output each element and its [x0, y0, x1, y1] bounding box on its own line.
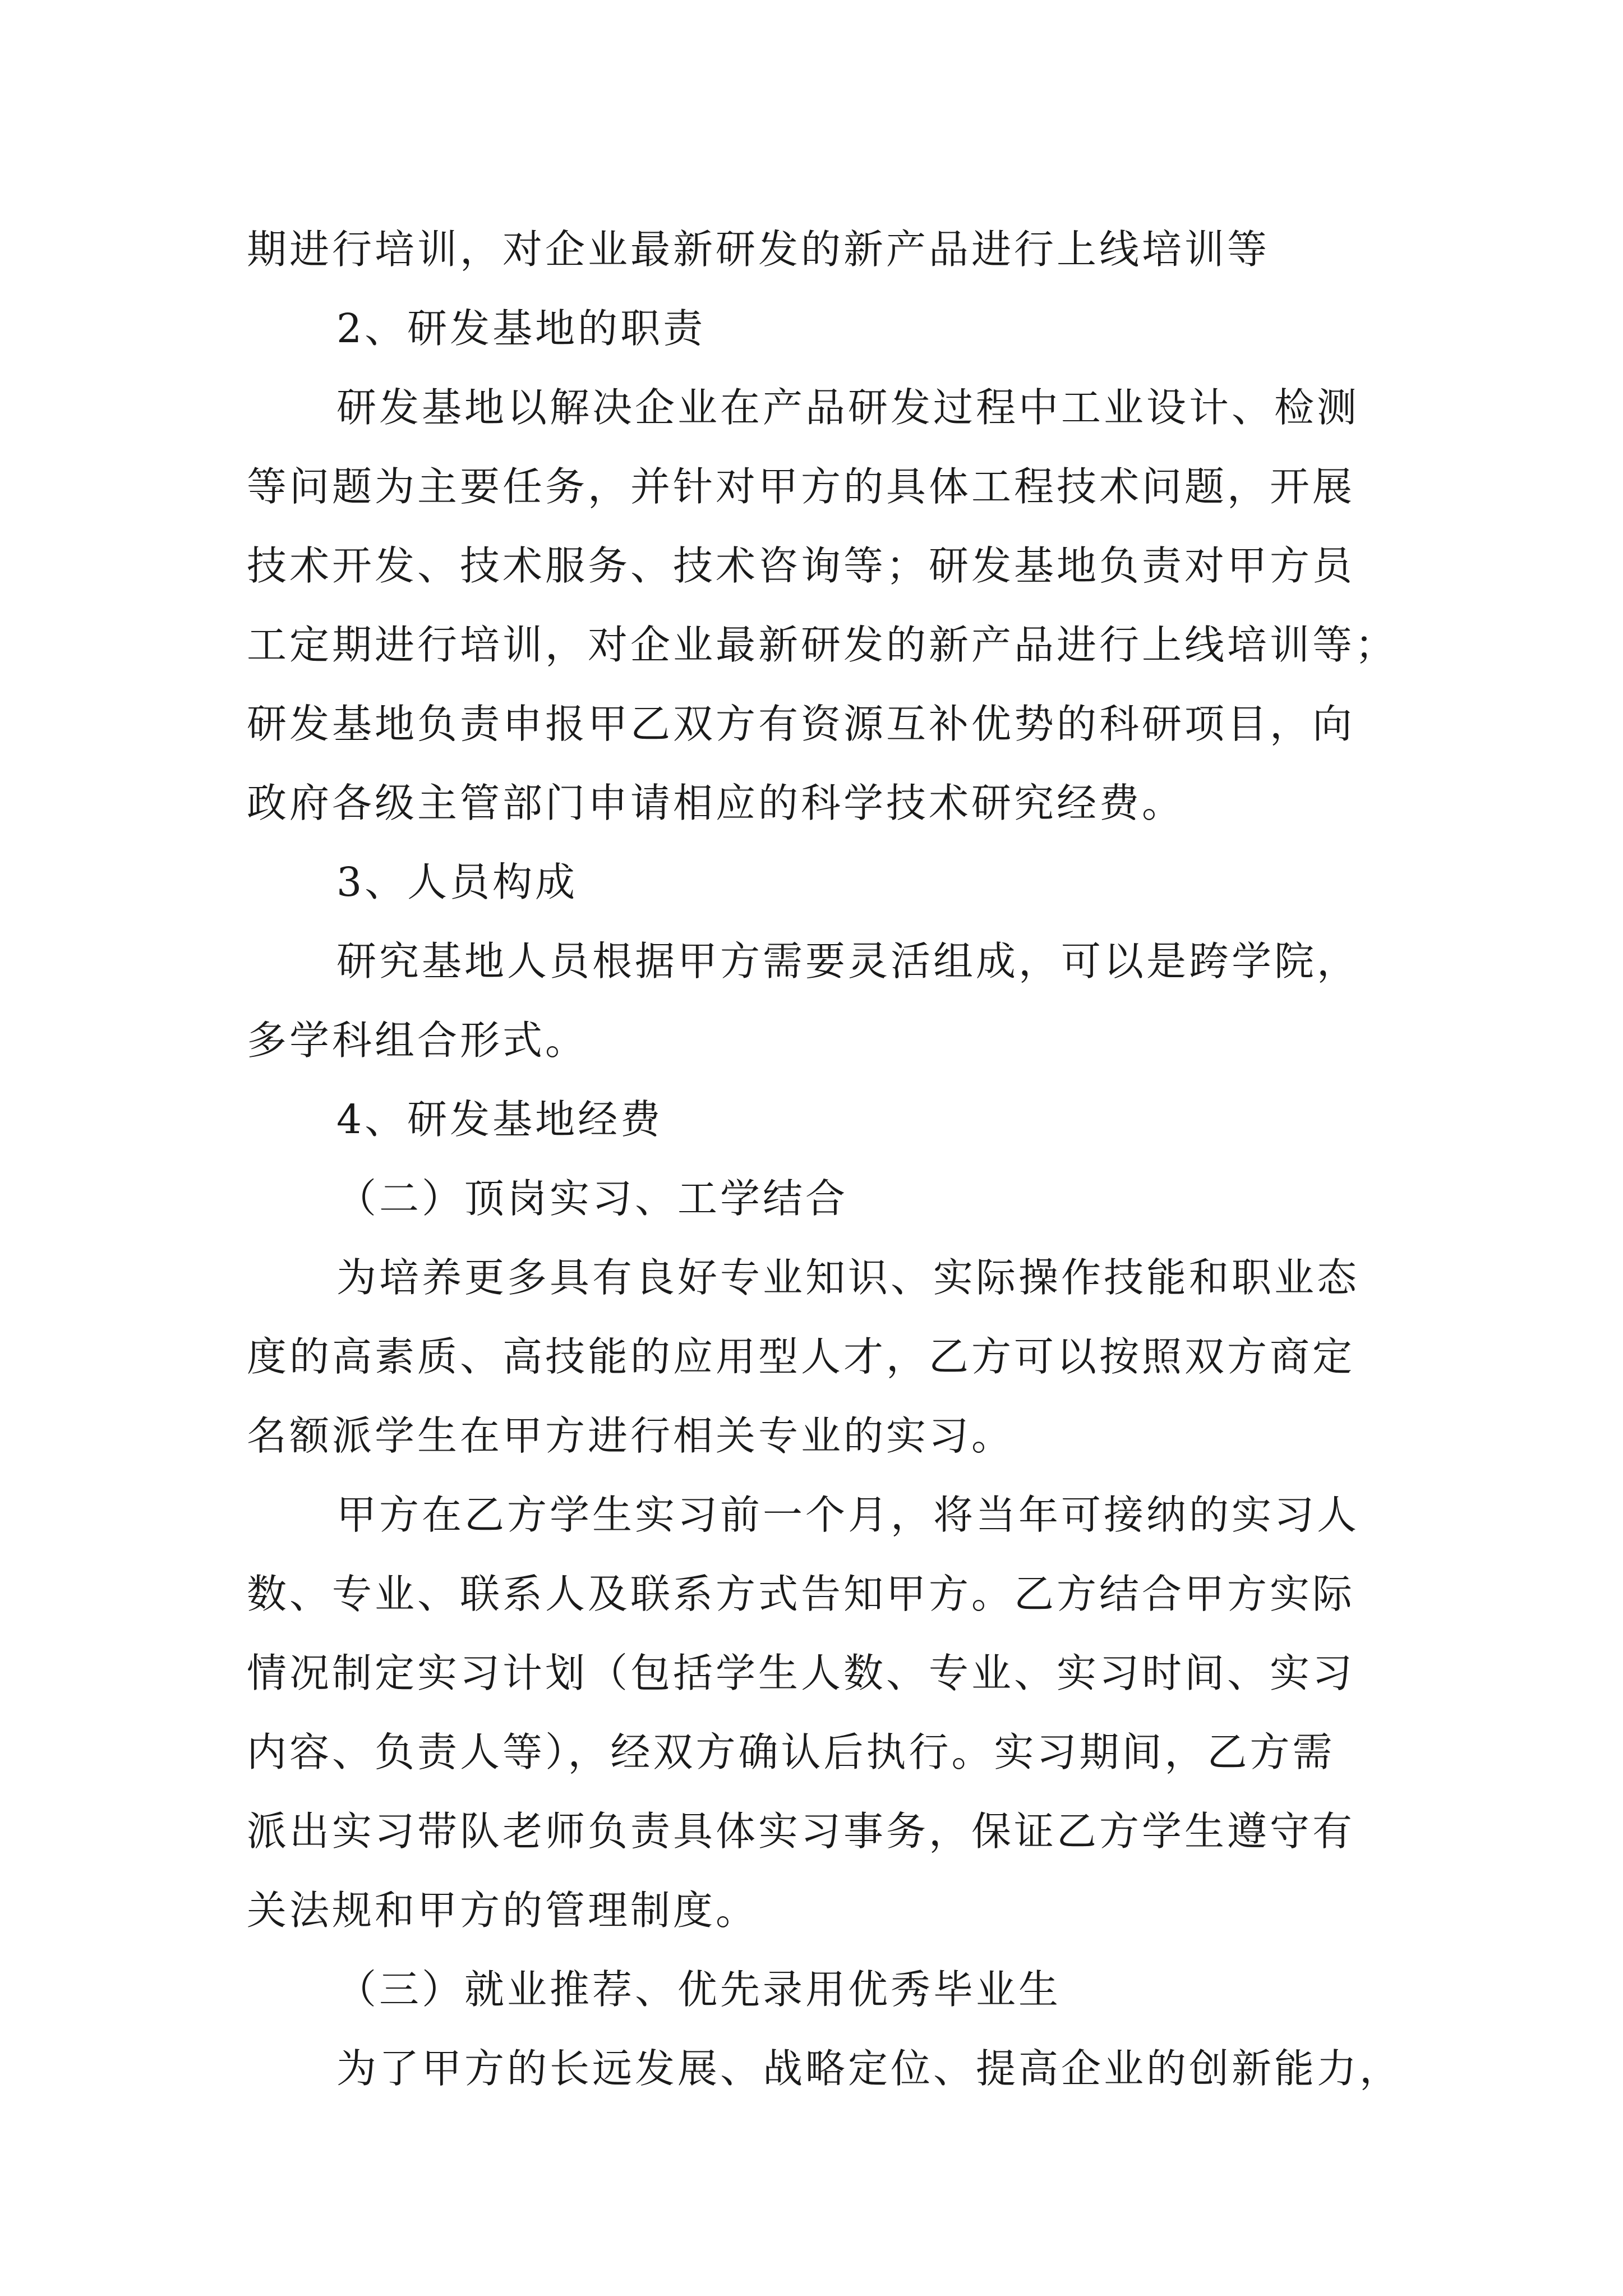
- text-line: 研究基地人员根据甲方需要灵活组成，可以是跨学院，: [336, 938, 1360, 984]
- text-line: 关法规和甲方的管理制度。: [247, 1887, 759, 1934]
- section-heading: 4、研发基地经费: [336, 1096, 663, 1143]
- text-line: 多学科组合形式。: [247, 1017, 588, 1064]
- text-line: 为了甲方的长远发展、战略定位、提高企业的创新能力，: [336, 2045, 1403, 2092]
- section-heading: （二）顶岗实习、工学结合: [336, 1175, 849, 1222]
- text-line: 研发基地以解决企业在产品研发过程中工业设计、检测: [336, 384, 1360, 431]
- text-line: 技术开发、技术服务、技术咨询等；研发基地负责对甲方员: [247, 542, 1355, 589]
- section-heading: 2、研发基地的职责: [336, 305, 706, 352]
- text-line: 工定期进行培训，对企业最新研发的新产品进行上线培训等；: [247, 622, 1398, 668]
- text-line: 政府各级主管部门申请相应的科学技术研究经费。: [247, 780, 1185, 826]
- text-line: 研发基地负责申报甲乙双方有资源互补优势的科研项目，向: [247, 701, 1355, 747]
- section-heading: 3、人员构成: [336, 859, 578, 905]
- text-line: 名额派学生在甲方进行相关专业的实习。: [247, 1412, 1015, 1459]
- text-line: 甲方在乙方学生实习前一个月，将当年可接纳的实习人: [336, 1492, 1360, 1538]
- text-line: 度的高素质、高技能的应用型人才，乙方可以按照双方商定: [247, 1333, 1355, 1380]
- text-line: 内容、负责人等），经双方确认后执行。实习期间，乙方需: [247, 1729, 1335, 1775]
- text-line: 情况制定实习计划（包括学生人数、专业、实习时间、实习: [247, 1650, 1355, 1696]
- text-line: 等问题为主要任务，并针对甲方的具体工程技术问题，开展: [247, 463, 1355, 510]
- text-line: 期进行培训，对企业最新研发的新产品进行上线培训等: [247, 226, 1270, 273]
- text-line: 为培养更多具有良好专业知识、实际操作技能和职业态: [336, 1254, 1360, 1301]
- text-line: 派出实习带队老师负责具体实习事务，保证乙方学生遵守有: [247, 1808, 1355, 1855]
- document-body: [247, 210, 1413, 2108]
- text-line: 数、专业、联系人及联系方式告知甲方。乙方结合甲方实际: [247, 1571, 1355, 1617]
- section-heading: （三）就业推荐、优先录用优秀毕业生: [336, 1966, 1062, 2013]
